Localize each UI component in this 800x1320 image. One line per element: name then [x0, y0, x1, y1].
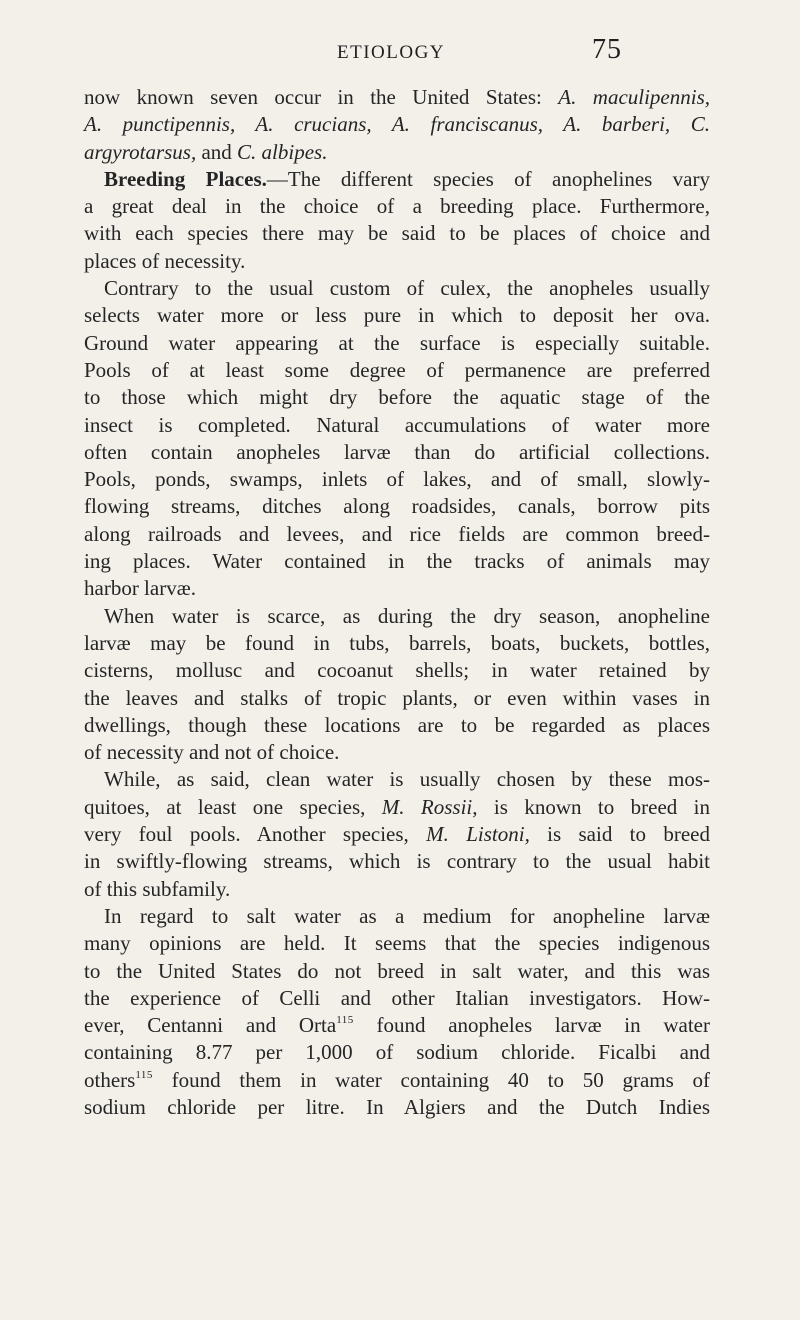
text-line [84, 739, 710, 766]
text-segment: is known to breed in [477, 794, 710, 819]
text-segment: While, as said, clean water is usually chosen by these mos- [104, 767, 710, 792]
text-segment: In regard to salt water as a medium for anopheline larvæ [104, 903, 710, 928]
page-number: 75 [592, 34, 622, 65]
text-segment: insect is completed. Natural accumulations of water more [84, 412, 710, 437]
text-line [84, 330, 710, 357]
text-segment: the experience of Celli and other Italian investigators. How- [84, 985, 710, 1010]
text-segment: ever, Centanni and Orta [84, 1013, 337, 1038]
text-line [84, 794, 710, 821]
text-line [84, 958, 710, 985]
text-segment: with each species there may be said to be places of choice and [84, 221, 710, 246]
text-line [84, 876, 710, 903]
text-segment: containing 8.77 per 1,000 of sodium chloride. Ficalbi and [84, 1040, 710, 1065]
text-segment: many opinions are held. It seems that the species indigenous [84, 931, 710, 956]
text-line [84, 1067, 710, 1094]
text-line [84, 84, 710, 111]
text-line [84, 111, 710, 138]
text-line [84, 220, 710, 247]
text-segment: to those which might dry before the aquatic stage of the [84, 385, 710, 410]
text-segment: ing places. Water contained in the tracks of animals may [84, 549, 710, 574]
section-heading: Breeding Places. [104, 166, 267, 191]
text-segment: of necessity and not of choice. [84, 740, 340, 765]
running-head [0, 34, 800, 64]
species-name: M. Rossii, [381, 794, 478, 819]
text-line [84, 193, 710, 220]
text-line [84, 712, 710, 739]
species-name: argyrotarsus, [84, 139, 197, 164]
text-line [84, 685, 710, 712]
text-line [84, 603, 710, 630]
text-line [84, 548, 710, 575]
text-segment: now known seven occur in the United States: [84, 85, 559, 109]
text-line [84, 384, 710, 411]
text-segment: along railroads and levees, and rice fields are common breed- [84, 521, 710, 546]
text-segment: Pools of at least some degree of permanence are preferred [84, 357, 710, 382]
text-line [84, 903, 710, 930]
species-name: A. punctipennis, A. crucians, A. franciscanus, A. barberi, C. [84, 112, 710, 137]
text-segment: dwellings, though these locations are to be regarded as places [84, 712, 710, 737]
text-segment: sodium chloride per litre. In Algiers and the Dutch Indies [84, 1094, 710, 1119]
running-title: ETIOLOGY [337, 42, 446, 63]
text-segment: cisterns, mollusc and cocoanut shells; in water retained by [84, 658, 710, 683]
text-segment: very foul pools. Another species, [84, 822, 427, 847]
text-line [84, 630, 710, 657]
text-line [84, 275, 710, 302]
text-line [84, 412, 710, 439]
text-line [84, 439, 710, 466]
text-segment: —The different species of anophelines vary [266, 166, 710, 191]
text-segment: harbor larvæ. [84, 576, 196, 601]
text-segment: larvæ may be found in tubs, barrels, boats, buckets, bottles, [84, 630, 710, 655]
text-segment: and [196, 139, 238, 164]
footnote-reference: 115 [135, 1068, 153, 1081]
text-line [84, 1039, 710, 1066]
text-line [84, 521, 710, 548]
text-line [84, 985, 710, 1012]
text-segment: found them in water containing 40 to 50 grams of [152, 1067, 710, 1092]
text-segment: selects water more or less pure in which to deposit her ova. [84, 303, 710, 328]
text-segment: places of necessity. [84, 248, 246, 273]
text-segment: Pools, ponds, swamps, inlets of lakes, and of small, slowly- [84, 467, 710, 492]
text-line [84, 466, 710, 493]
text-line [84, 493, 710, 520]
text-segment: is said to breed [529, 822, 710, 847]
text-segment: in swiftly-flowing streams, which is contrary to the usual habit [84, 849, 710, 874]
text-line [84, 139, 710, 166]
text-line [84, 302, 710, 329]
text-line [84, 1094, 710, 1121]
footnote-reference: 115 [336, 1014, 354, 1027]
text-segment: flowing streams, ditches along roadsides, canals, borrow pits [84, 494, 710, 519]
text-segment: found anopheles larvæ in water [353, 1013, 711, 1038]
text-line [84, 766, 710, 793]
species-name: M. Listoni, [426, 822, 530, 847]
text-segment: Contrary to the usual custom of culex, the anopheles usually [104, 276, 710, 301]
text-segment: often contain anopheles larvæ than do artificial collections. [84, 439, 710, 464]
text-segment: of this subfamily. [84, 876, 231, 901]
text-line [84, 166, 710, 193]
text-segment: to the United States do not breed in salt water, and this was [84, 958, 710, 983]
species-name: C. albipes. [237, 139, 328, 164]
text-segment: quitoes, at least one species, [84, 794, 382, 819]
body-text [84, 84, 710, 1121]
text-line [84, 930, 710, 957]
text-line [84, 1012, 710, 1039]
text-segment: the leaves and stalks of tropic plants, or even within vases in [84, 685, 710, 710]
species-name: A. maculipennis, [558, 85, 711, 109]
text-line [84, 848, 710, 875]
text-segment: a great deal in the choice of a breeding place. Furthermore, [84, 194, 710, 219]
text-segment: others [84, 1067, 136, 1092]
text-line [84, 248, 710, 275]
text-line [84, 821, 710, 848]
text-line [84, 575, 710, 602]
text-segment: Ground water appearing at the surface is especially suitable. [84, 330, 710, 355]
text-segment: When water is scarce, as during the dry season, anopheline [104, 603, 710, 628]
text-line [84, 657, 710, 684]
text-line [84, 357, 710, 384]
